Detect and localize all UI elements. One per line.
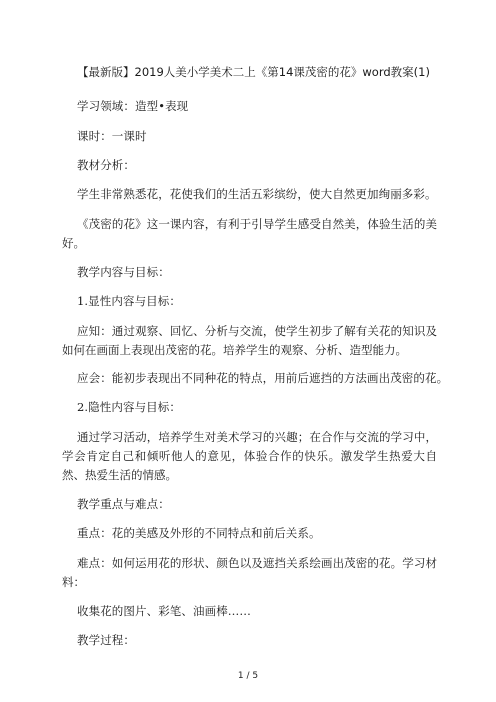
subheading-explicit-goals: 1.显性内容与目标： [77,294,181,308]
learning-domain: 学习领域：造型•表现 [77,99,189,113]
paragraph-should-know: 应知：通过观察、回忆、分析与交流，使学生初步了解有关花的知识及如何在画面上表现出茂密的花。培养学生的观察、分析、造型能力。 [62,324,437,357]
section-heading-content-goals: 教学内容与目标： [77,265,170,279]
paragraph-difficulty-materials: 难点：如何运用花的形状、颜色以及遮挡关系绘画出茂密的花。学习材料： [62,556,437,589]
paragraph-implicit-goals: 通过学习活动，培养学生对美术学习的兴趣；在合作与交流的学习中，学会肯定自己和倾听他人的意见，体验合作的快乐。激发学生热爱大自然、热爱生活的情感。 [62,430,437,482]
paragraph-lesson-value: 《茂密的花》这一课内容，有利于引导学生感受自然美，体验生活的美好。 [62,217,437,250]
section-heading-textbook-analysis: 教材分析： [77,158,135,172]
paragraph-should-do: 应会：能初步表现出不同种花的特点，用前后遮挡的方法画出茂密的花。 [77,371,449,385]
subheading-implicit-goals: 2.隐性内容与目标： [77,400,181,414]
document-title: 【最新版】2019人美小学美术二上《第14课茂密的花》word教案(1) [77,65,430,79]
page-number: 1 / 5 [237,671,259,681]
paragraph-materials-list: 收集花的图片、彩笔、油画棒…… [77,604,251,618]
section-heading-teaching-process: 教学过程： [77,633,135,647]
paragraph-key-point: 重点：花的美感及外形的不同特点和前后关系。 [77,526,321,540]
class-hours: 课时：一课时 [77,129,147,143]
section-heading-key-points: 教学重点与难点： [77,497,170,511]
paragraph-flowers-intro: 学生非常熟悉花，花使我们的生活五彩缤纷，使大自然更加绚丽多彩。 [77,187,437,201]
